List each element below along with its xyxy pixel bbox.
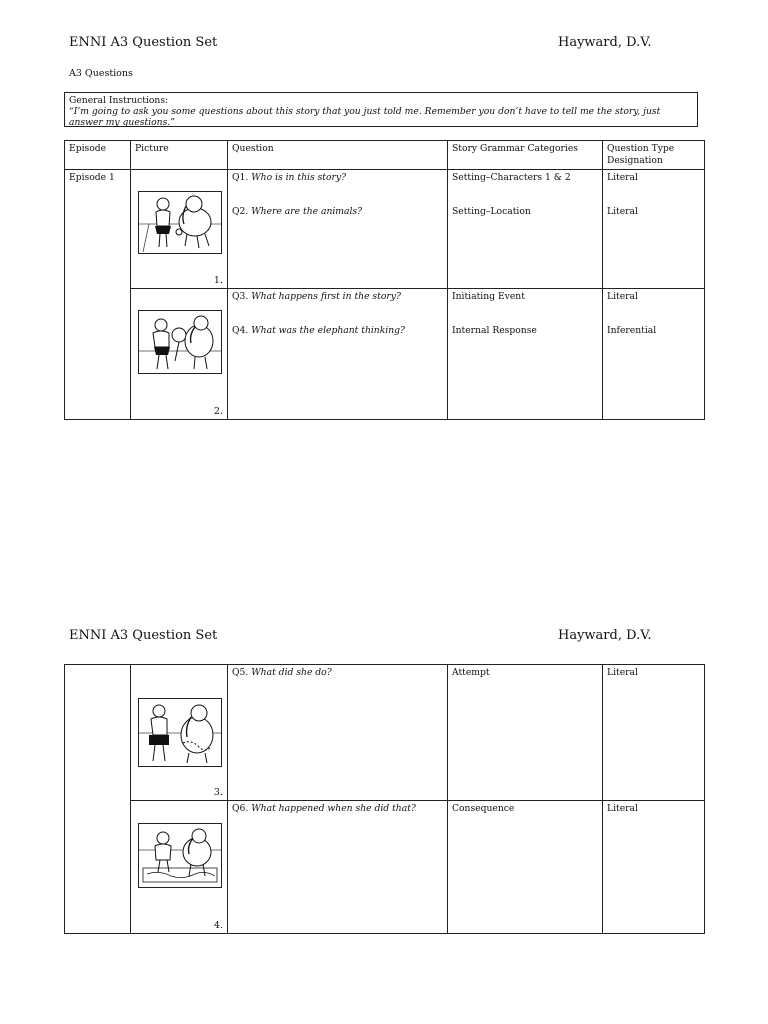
category-cell xyxy=(448,170,603,289)
question-cell xyxy=(228,289,448,420)
question-table-page1 xyxy=(64,140,705,420)
story-picture-2 xyxy=(138,310,222,374)
type-q6: Literal xyxy=(607,803,638,814)
header-author: Hayward, D.V. xyxy=(558,35,652,50)
picture-number: 2. xyxy=(213,406,223,417)
question-q2: Q2. Where are the animals? xyxy=(232,206,363,217)
question-q1: Q1. Who is in this story? xyxy=(232,172,347,183)
story-picture-3 xyxy=(138,698,222,767)
col-header-episode: Episode xyxy=(65,141,131,170)
question-q6: Q6. What happened when she did that? xyxy=(232,803,416,814)
table-header-row xyxy=(65,141,705,170)
category-q1: Setting–Characters 1 & 2 xyxy=(452,172,571,183)
table-row xyxy=(65,665,705,801)
picture-cell xyxy=(131,170,228,289)
picture-cell xyxy=(131,801,228,934)
question-q3: Q3. What happens first in the story? xyxy=(232,291,401,302)
category-q6: Consequence xyxy=(452,803,515,814)
picture-number: 4. xyxy=(213,920,223,931)
instructions-text: “I’m going to ask you some questions about this story that you just told me. Remember you don’t have to tell me the story, just answer my questions.” xyxy=(69,106,661,128)
section-title: A3 Questions xyxy=(69,68,133,79)
type-q2: Literal xyxy=(607,206,638,217)
picture-number: 3. xyxy=(213,787,223,798)
category-cell xyxy=(448,801,603,934)
type-cell xyxy=(603,801,705,934)
question-q4: Q4. What was the elephant thinking? xyxy=(232,325,405,336)
type-q5: Literal xyxy=(607,667,638,678)
episode-cell: Episode 1 xyxy=(65,170,131,420)
type-cell xyxy=(603,665,705,801)
category-q4: Internal Response xyxy=(452,325,537,336)
table-row xyxy=(65,289,705,420)
col-header-story-grammar: Story Grammar Categories xyxy=(448,141,603,170)
category-q3: Initiating Event xyxy=(452,291,525,302)
type-q4: Inferential xyxy=(607,325,657,336)
category-q2: Setting–Location xyxy=(452,206,531,217)
picture-cell xyxy=(131,665,228,801)
type-q3: Literal xyxy=(607,291,638,302)
picture-cell xyxy=(131,289,228,420)
question-q5: Q5. What did she do? xyxy=(232,667,332,678)
question-cell xyxy=(228,170,448,289)
category-q5: Attempt xyxy=(452,667,490,678)
table-row xyxy=(65,170,705,289)
table-row xyxy=(65,801,705,934)
type-cell xyxy=(603,289,705,420)
question-cell xyxy=(228,801,448,934)
instructions-label: General Instructions: xyxy=(69,95,169,106)
category-cell xyxy=(448,665,603,801)
episode-cell xyxy=(65,665,131,934)
type-q1: Literal xyxy=(607,172,638,183)
header-title: ENNI A3 Question Set xyxy=(69,628,218,643)
col-header-question-type: Question Type Designation xyxy=(603,141,705,170)
picture-number: 1. xyxy=(213,275,223,286)
story-picture-1 xyxy=(138,191,222,254)
story-picture-4 xyxy=(138,823,222,888)
category-cell xyxy=(448,289,603,420)
col-header-question: Question xyxy=(228,141,448,170)
col-header-picture: Picture xyxy=(131,141,228,170)
question-cell xyxy=(228,665,448,801)
question-table-page2 xyxy=(64,664,705,934)
header-title: ENNI A3 Question Set xyxy=(69,35,218,50)
header-author: Hayward, D.V. xyxy=(558,628,652,643)
general-instructions-box xyxy=(64,92,698,127)
type-cell xyxy=(603,170,705,289)
